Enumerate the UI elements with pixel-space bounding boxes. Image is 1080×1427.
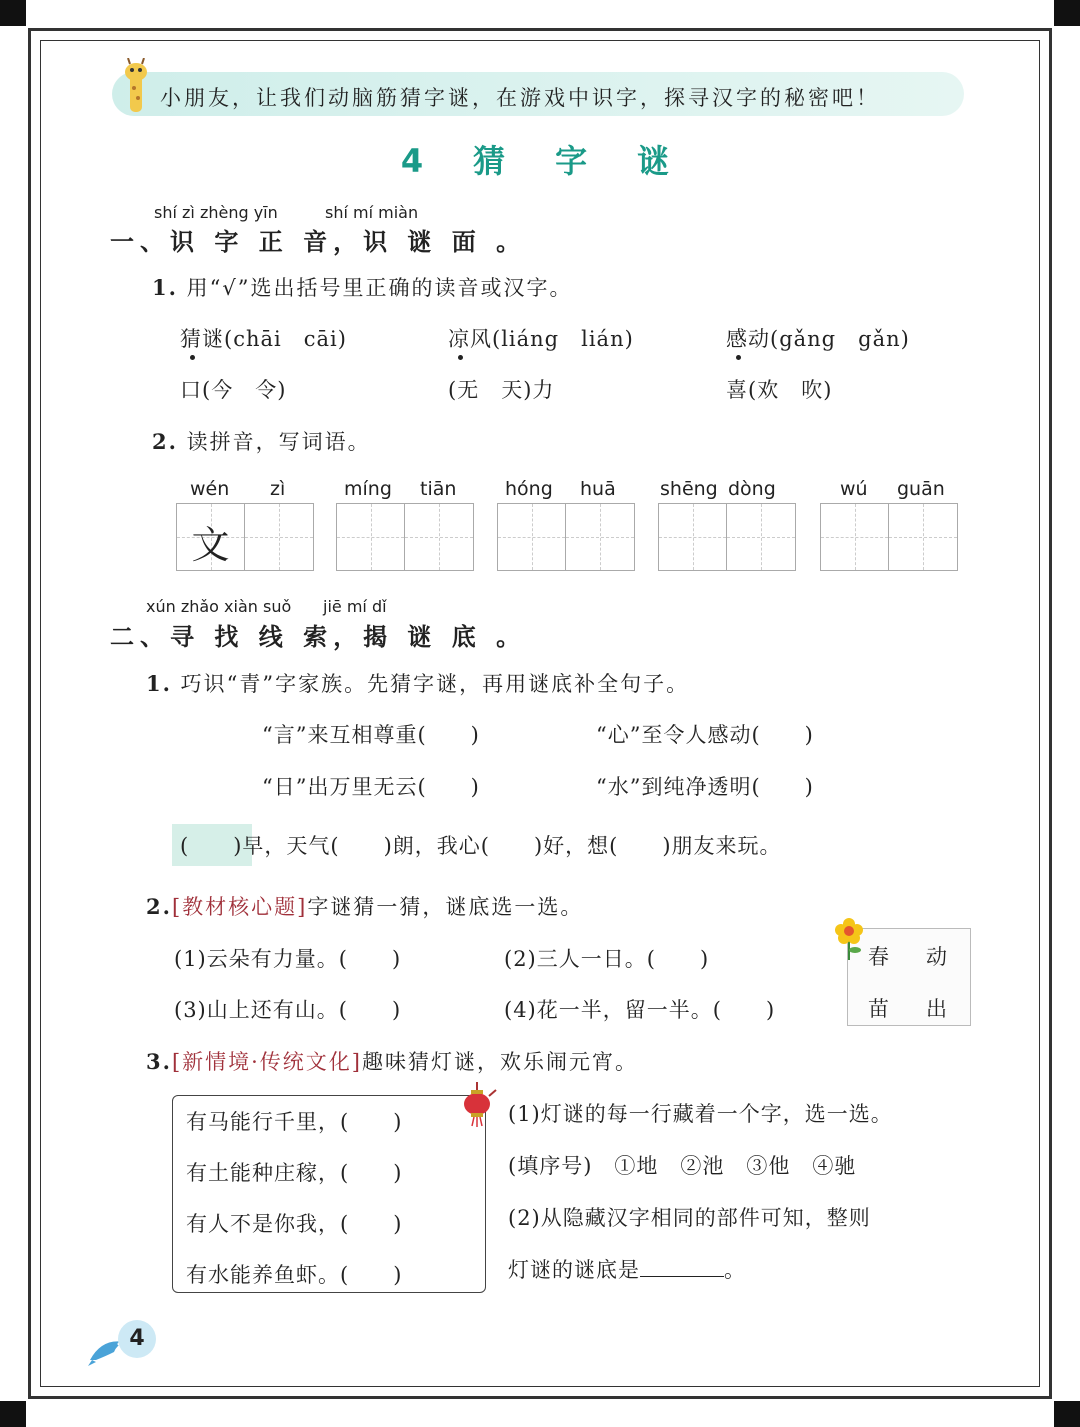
- option-reading: 感动(gǎng gǎn): [726, 327, 910, 351]
- riddle-line: 有水能养鱼虾。( ): [186, 1263, 403, 1287]
- flower-icon: [832, 916, 866, 960]
- option-char: 喜(欢 吹): [726, 378, 833, 402]
- fill-sentence: ( )早，天气( )朗，我心( )好，想( )朋友来玩。: [180, 834, 782, 858]
- option-char: 口(今 令): [180, 378, 287, 402]
- section1-heading: 一、识 字 正 音，识 谜 面 。: [110, 227, 527, 256]
- question-text: 读拼音，写词语。: [186, 430, 371, 454]
- section1-pinyin-b: shí mí miàn: [325, 203, 419, 222]
- lesson-number: 4: [400, 142, 434, 180]
- question-tag: [教材核心题]: [171, 895, 308, 919]
- option-reading: 凉风(liáng lián): [448, 327, 634, 351]
- writing-grid: [820, 503, 958, 571]
- question-number: 1.: [152, 275, 178, 300]
- writing-cell[interactable]: [245, 504, 313, 570]
- pinyin: wú: [840, 478, 868, 500]
- option-char: (无 天)力: [448, 378, 555, 402]
- pinyin: shēng: [660, 478, 718, 500]
- pinyin: wén: [190, 478, 230, 500]
- question-2-3: [146, 1046, 638, 1076]
- question-2-1: [146, 668, 689, 698]
- answer-blank[interactable]: [640, 1256, 724, 1277]
- pinyin: huā: [580, 478, 616, 500]
- emphasis-dot: [736, 355, 741, 360]
- pinyin: míng: [344, 478, 392, 500]
- pinyin: dòng: [728, 478, 776, 500]
- riddle-item: (2)三人一日。( ): [504, 947, 710, 971]
- writing-cell[interactable]: [405, 504, 473, 570]
- intro-text: 小朋友，让我们动脑筋猜字谜，在游戏中识字，探寻汉字的秘密吧！: [160, 86, 880, 110]
- writing-cell[interactable]: [659, 504, 727, 570]
- pinyin: hóng: [505, 478, 553, 500]
- riddle-line: 有马能行千里，( ): [186, 1110, 403, 1134]
- writing-grid: [497, 503, 635, 571]
- sub-question-end: [508, 1254, 746, 1284]
- riddle-clue: “日”出万里无云( ): [262, 775, 480, 799]
- riddle-line: 有土能种庄稼，( ): [186, 1161, 403, 1185]
- pinyin: zì: [270, 478, 286, 500]
- page-title: [0, 136, 1080, 182]
- choice-char: 苗: [868, 997, 890, 1021]
- title-char: 字: [555, 142, 598, 180]
- answer-options: (填序号) ①地 ②池 ③他 ④驰: [508, 1154, 857, 1178]
- writing-grid: [176, 503, 314, 571]
- question-number: 3.: [146, 1049, 172, 1074]
- question-tag: [新情境·传统文化]: [171, 1050, 362, 1074]
- writing-cell[interactable]: [498, 504, 566, 570]
- writing-grid: [336, 503, 474, 571]
- section2-pinyin-a: xún zhǎo xiàn suǒ: [146, 597, 292, 616]
- choice-char: 出: [926, 997, 948, 1021]
- corner-mark: [1054, 0, 1080, 26]
- filled-char: 文: [191, 523, 230, 567]
- corner-mark: [0, 1401, 26, 1427]
- sub-question: (1)灯谜的每一行藏着一个字，选一选。: [508, 1102, 893, 1126]
- riddle-item: (3)山上还有山。( ): [174, 998, 402, 1022]
- emphasis-dot: [190, 355, 195, 360]
- question-1-2: [152, 426, 371, 456]
- riddle-clue: “言”来互相尊重( ): [262, 723, 480, 747]
- writing-cell[interactable]: [177, 504, 245, 570]
- riddle-item: (1)云朵有力量。( ): [174, 947, 402, 971]
- riddle-clue: “心”至令人感动( ): [596, 723, 814, 747]
- emphasis-dot: [458, 355, 463, 360]
- corner-mark: [0, 0, 26, 26]
- period: 。: [724, 1258, 746, 1282]
- writing-cell[interactable]: [889, 504, 957, 570]
- writing-cell[interactable]: [727, 504, 795, 570]
- writing-cell[interactable]: [337, 504, 405, 570]
- pinyin: guān: [897, 478, 945, 500]
- section2-pinyin-b: jiē mí dǐ: [323, 597, 387, 616]
- option-reading: 猜谜(chāi cāi): [180, 327, 347, 351]
- page-number: 4: [118, 1320, 156, 1358]
- pinyin: tiān: [420, 478, 457, 500]
- question-text: 巧识“青”字家族。先猜字谜，再用谜底补全句子。: [180, 672, 690, 696]
- question-text: 用“√”选出括号里正确的读音或汉字。: [186, 276, 573, 300]
- riddle-line: 有人不是你我，( ): [186, 1212, 403, 1236]
- writing-grid: [658, 503, 796, 571]
- question-2-2: [146, 891, 583, 921]
- sub-question: (2)从隐藏汉字相同的部件可知，整则: [508, 1206, 871, 1230]
- question-number: 1.: [146, 671, 172, 696]
- question-text: 字谜猜一猜，谜底选一选。: [307, 895, 584, 919]
- riddle-item: (4)花一半，留一半。( ): [504, 998, 776, 1022]
- riddle-clue: “水”到纯净透明( ): [596, 775, 814, 799]
- writing-cell[interactable]: [821, 504, 889, 570]
- writing-cell[interactable]: [566, 504, 634, 570]
- title-char: 谜: [637, 142, 680, 180]
- section1-pinyin-a: shí zì zhèng yīn: [154, 203, 278, 222]
- corner-mark: [1054, 1401, 1080, 1427]
- title-char: 猜: [473, 142, 516, 180]
- question-1-1: [152, 272, 572, 302]
- section2-heading: 二、寻 找 线 索，揭 谜 底 。: [110, 622, 527, 651]
- lantern-icon: [454, 1082, 500, 1128]
- choice-char: 春: [868, 945, 890, 969]
- choice-char: 动: [926, 945, 948, 969]
- question-number: 2.: [146, 894, 172, 919]
- question-number: 2.: [152, 429, 178, 454]
- giraffe-icon: [116, 58, 156, 114]
- sub-question-text: 灯谜的谜底是: [508, 1258, 640, 1282]
- question-text: 趣味猜灯谜，欢乐闹元宵。: [362, 1050, 638, 1074]
